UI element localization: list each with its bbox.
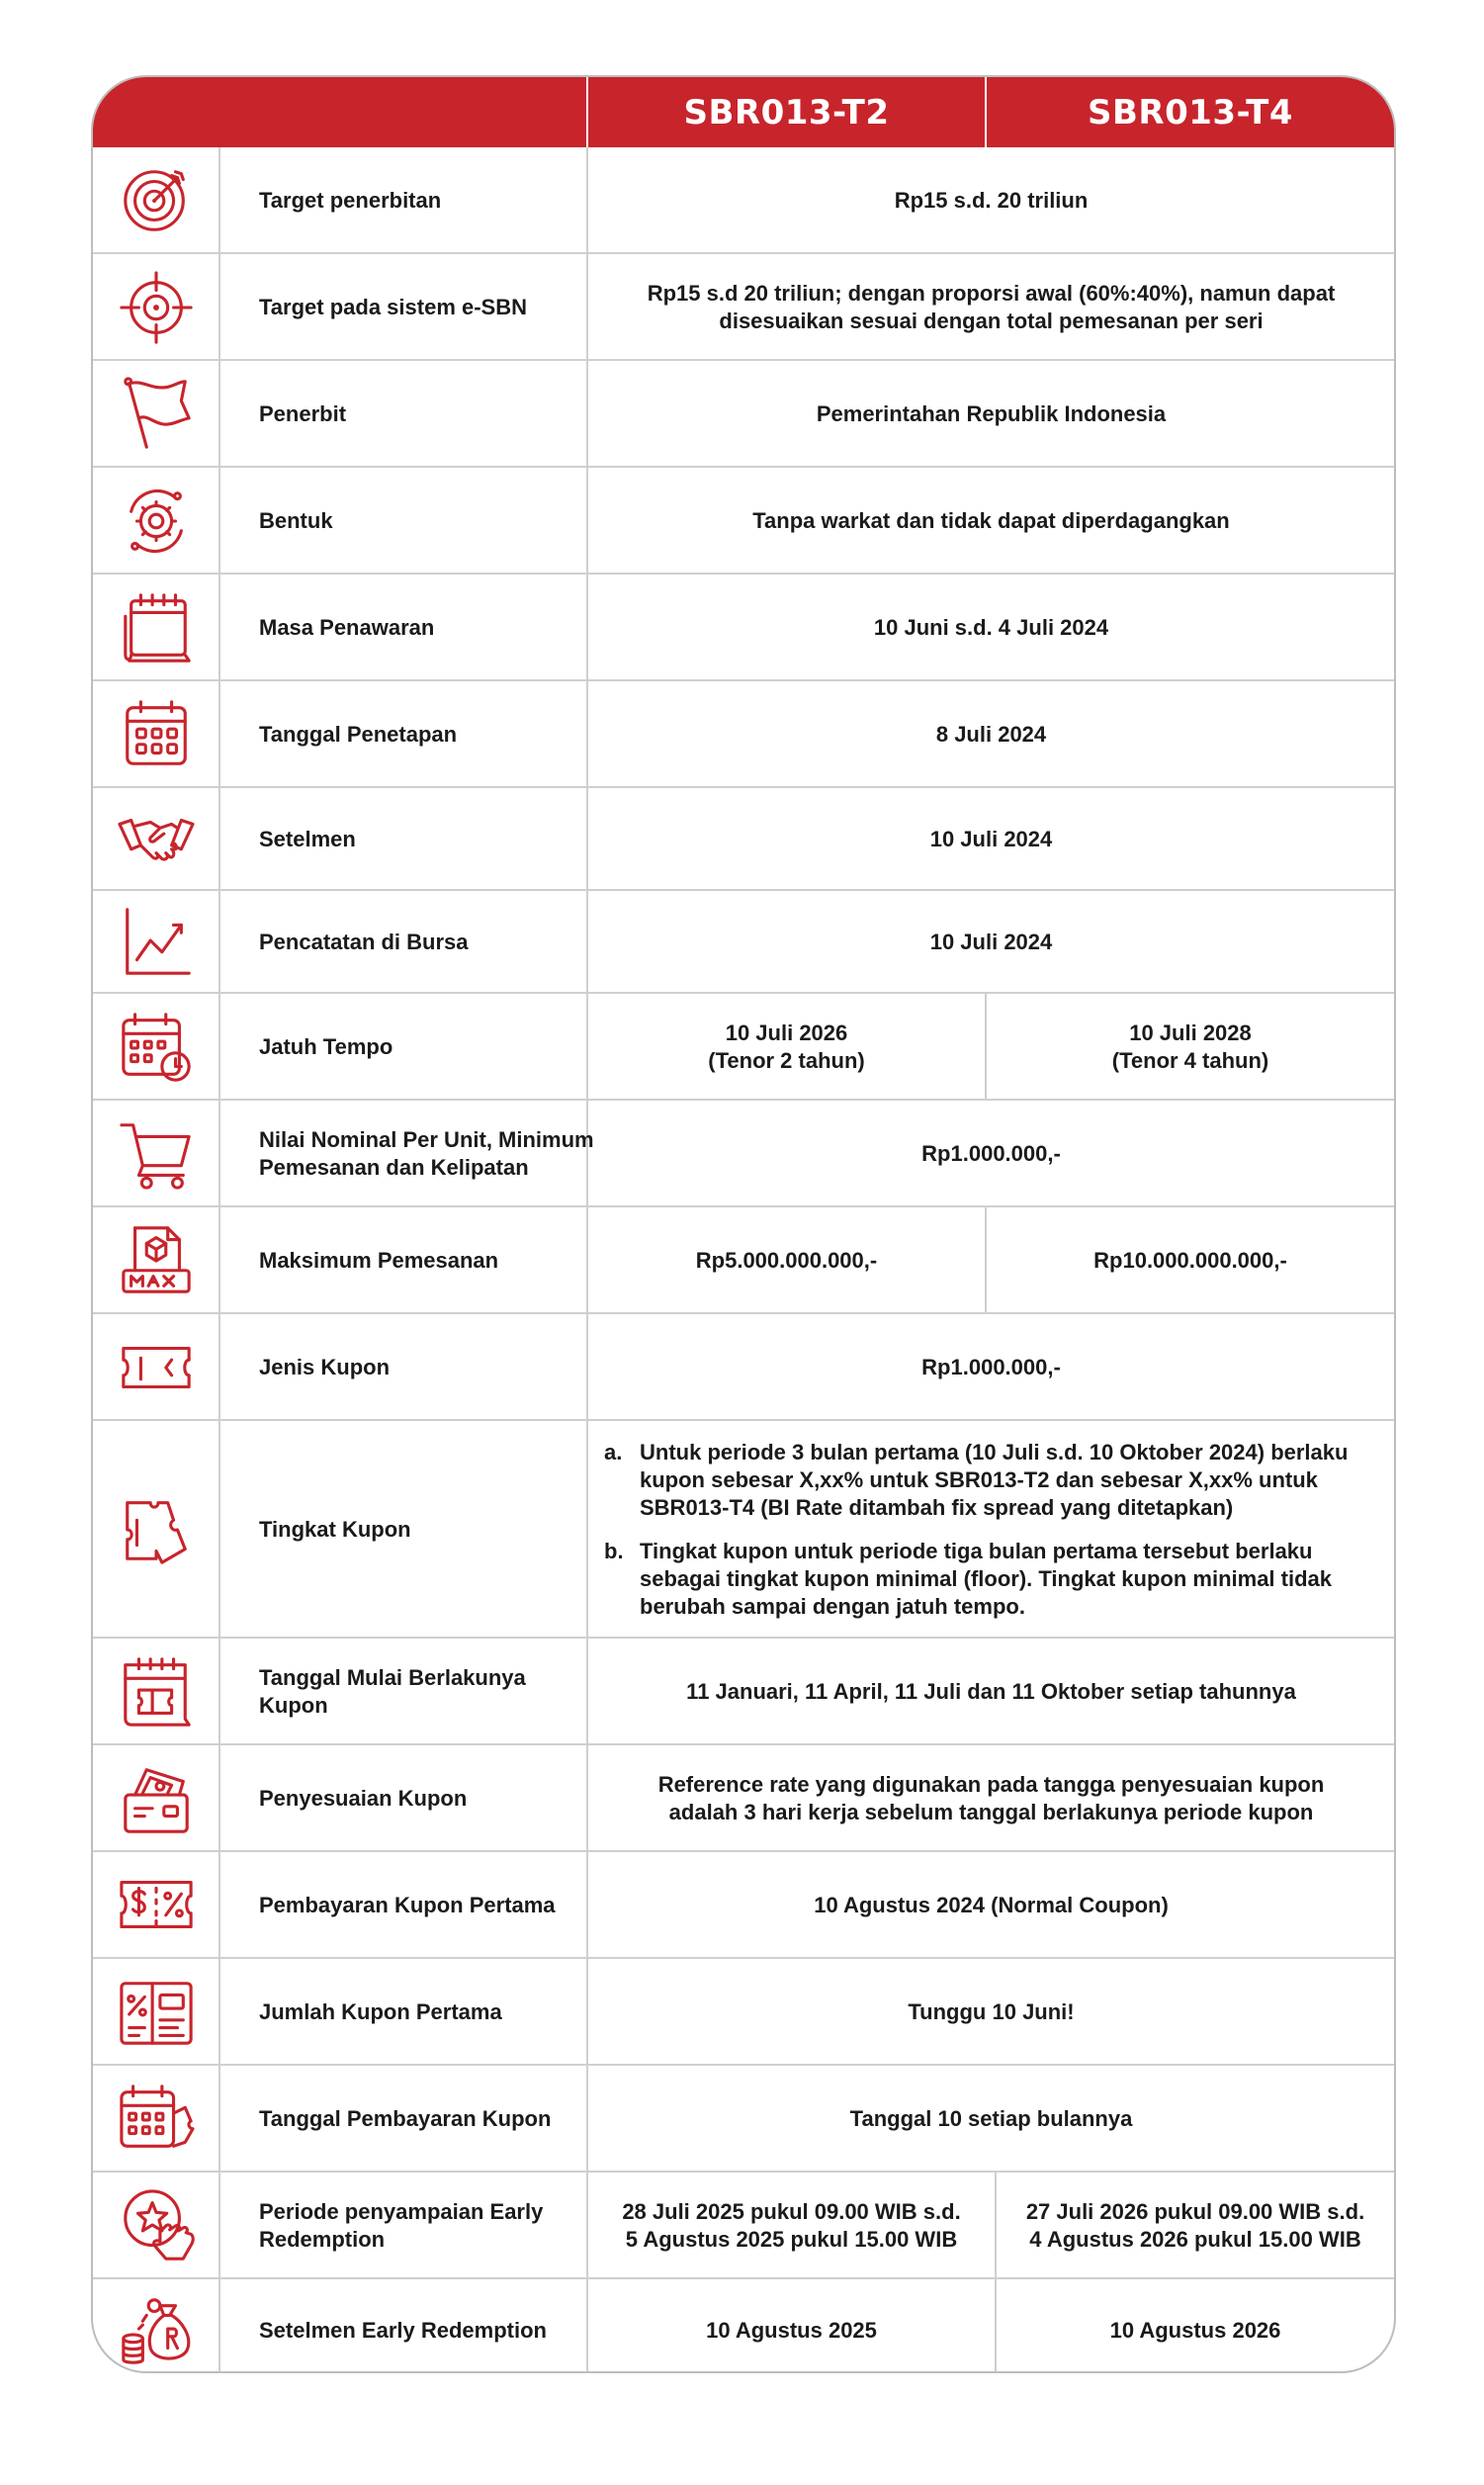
table-row bbox=[93, 1421, 1394, 1639]
table-row bbox=[93, 681, 1394, 788]
flag-icon bbox=[93, 361, 218, 468]
column-divider bbox=[218, 1639, 220, 1745]
row-label: Tingkat Kupon bbox=[259, 1517, 411, 1542]
table-row bbox=[93, 254, 1394, 361]
line-chart-icon bbox=[93, 891, 218, 994]
column-divider bbox=[218, 2173, 220, 2279]
column-divider bbox=[218, 1421, 220, 1639]
table-row bbox=[93, 891, 1394, 994]
row-label: Masa Penawaran bbox=[259, 615, 435, 640]
table-row bbox=[93, 575, 1394, 681]
table-row bbox=[93, 2173, 1394, 2279]
row-value: Rp15 s.d. 20 triliun bbox=[894, 188, 1089, 213]
calendar-clock-icon bbox=[93, 994, 218, 1101]
value-t4: Rp10.000.000.000,- bbox=[1093, 1248, 1287, 1273]
row-value: Reference rate yang digunakan pada tangga penyesuaian kupon adalah 3 hari kerja sebelum tanggal berlakunya periode kupon bbox=[657, 1772, 1325, 1824]
ticket-icon bbox=[93, 1314, 218, 1421]
column-divider bbox=[218, 575, 220, 681]
column-divider bbox=[218, 1745, 220, 1852]
row-label: Bentuk bbox=[259, 508, 333, 533]
value-t2: 10 Agustus 2025 bbox=[706, 2318, 877, 2343]
table-row bbox=[93, 1852, 1394, 1959]
row-value: Rp1.000.000,- bbox=[921, 1355, 1061, 1379]
row-label: Target pada sistem e-SBN bbox=[259, 295, 528, 319]
row-label: Tanggal Pembayaran Kupon bbox=[259, 2106, 552, 2131]
value-t2: Rp5.000.000.000,- bbox=[695, 1248, 878, 1273]
row-value: 8 Juli 2024 bbox=[935, 722, 1047, 747]
row-label: Tanggal Penetapan bbox=[259, 722, 458, 747]
money-wallet-icon bbox=[93, 1745, 218, 1852]
calendar-coupon-icon bbox=[93, 2066, 218, 2173]
list-marker: b. bbox=[604, 1539, 624, 1563]
shopping-cart-icon bbox=[93, 1101, 218, 1207]
row-value: 10 Juni s.d. 4 Juli 2024 bbox=[873, 615, 1109, 640]
table-header bbox=[93, 77, 1394, 147]
list-item bbox=[604, 1538, 1376, 1621]
table-row bbox=[93, 1745, 1394, 1852]
value-t4: 10 Agustus 2026 bbox=[1109, 2318, 1281, 2343]
row-label: Setelmen Early Redemption bbox=[259, 2318, 547, 2343]
table-row bbox=[93, 2279, 1394, 2373]
row-label: Jenis Kupon bbox=[259, 1355, 391, 1379]
info-table bbox=[91, 75, 1396, 2373]
row-label: Maksimum Pemesanan bbox=[259, 1248, 499, 1273]
calendar-ticket-icon bbox=[93, 1639, 218, 1745]
column-divider bbox=[218, 681, 220, 788]
table-row bbox=[93, 994, 1394, 1101]
row-value: Tanggal 10 setiap bulannya bbox=[849, 2106, 1133, 2131]
row-label: Setelmen bbox=[259, 827, 356, 851]
table-row bbox=[93, 1639, 1394, 1745]
row-label: Pencatatan di Bursa bbox=[259, 930, 469, 954]
row-label: Penyesuaian Kupon bbox=[259, 1786, 468, 1811]
column-divider bbox=[218, 147, 220, 254]
column-title-t2: SBR013-T2 bbox=[683, 92, 890, 133]
crosshair-icon bbox=[93, 254, 218, 361]
column-title-t4: SBR013-T4 bbox=[1087, 92, 1294, 133]
column-divider bbox=[218, 1101, 220, 1207]
table-row bbox=[93, 788, 1394, 891]
column-divider bbox=[218, 1207, 220, 1314]
dollar-percent-ticket-icon bbox=[93, 1852, 218, 1959]
row-value: Tanpa warkat dan tidak dapat diperdagangkan bbox=[752, 508, 1230, 533]
row-label: Tanggal Mulai Berlakunya Kupon bbox=[259, 1665, 526, 1718]
value-t4: 27 Juli 2026 pukul 09.00 WIB s.d. 4 Agustus 2026 pukul 15.00 WIB bbox=[1025, 2199, 1365, 2252]
column-divider bbox=[218, 361, 220, 468]
value-t4: 10 Juli 2028 (Tenor 4 tahun) bbox=[1111, 1021, 1269, 1073]
star-tap-icon bbox=[93, 2173, 218, 2279]
row-value bbox=[588, 1421, 1394, 1639]
table-row bbox=[93, 361, 1394, 468]
gear-cycle-icon bbox=[93, 468, 218, 575]
list-item bbox=[604, 1439, 1376, 1522]
column-divider bbox=[218, 1852, 220, 1959]
row-value: Rp1.000.000,- bbox=[921, 1141, 1061, 1166]
row-label: Target penerbitan bbox=[259, 188, 442, 213]
row-label: Penerbit bbox=[259, 401, 347, 426]
row-value: Pemerintahan Republik Indonesia bbox=[816, 401, 1167, 426]
column-divider bbox=[218, 254, 220, 361]
table-row bbox=[93, 1959, 1394, 2066]
column-divider bbox=[218, 468, 220, 575]
target-arrow-icon bbox=[93, 147, 218, 254]
torn-ticket-icon bbox=[93, 1421, 218, 1639]
row-value: Tunggu 10 Juni! bbox=[908, 1999, 1075, 2024]
row-value: 10 Juli 2024 bbox=[929, 930, 1053, 954]
row-value: Rp15 s.d 20 triliun; dengan proporsi awal (60%:40%), namun dapat disesuaikan sesuai dengan total pemesanan per seri bbox=[647, 281, 1336, 333]
coupon-list bbox=[604, 1439, 1376, 1621]
column-divider bbox=[218, 1314, 220, 1421]
column-divider bbox=[218, 891, 220, 994]
calendar-grid-icon bbox=[93, 681, 218, 788]
row-label: Periode penyampaian Early Redemption bbox=[259, 2199, 544, 2252]
list-text: Untuk periode 3 bulan pertama (10 Juli s.d. 10 Oktober 2024) berlaku kupon sebesar X,xx% untuk SBR013-T2 dan sebesar X,xx% untuk SBR013-T4 (BI Rate ditambah fix spread yang ditetapkan) bbox=[640, 1440, 1349, 1520]
max-box-icon bbox=[93, 1207, 218, 1314]
value-t2: 28 Juli 2025 pukul 09.00 WIB s.d. 5 Agustus 2025 pukul 15.00 WIB bbox=[622, 2199, 961, 2252]
table-row bbox=[93, 1101, 1394, 1207]
row-value: 10 Agustus 2024 (Normal Coupon) bbox=[814, 1893, 1169, 1917]
row-value: 10 Juli 2024 bbox=[929, 827, 1053, 851]
table-row bbox=[93, 468, 1394, 575]
row-label: Jumlah Kupon Pertama bbox=[259, 1999, 502, 2024]
row-label: Pembayaran Kupon Pertama bbox=[259, 1893, 556, 1917]
column-divider bbox=[218, 2066, 220, 2173]
column-divider bbox=[218, 788, 220, 891]
list-text: Tingkat kupon untuk periode tiga bulan pertama tersebut berlaku sebagai tingkat kupon minimal (floor). Tingkat kupon minimal tidak berubah sampai dengan jatuh tempo. bbox=[640, 1539, 1333, 1619]
column-divider bbox=[218, 2279, 220, 2373]
table-row bbox=[93, 1207, 1394, 1314]
row-value: 11 Januari, 11 April, 11 Juli dan 11 Oktober setiap tahunnya bbox=[686, 1679, 1296, 1704]
column-divider bbox=[218, 1959, 220, 2066]
money-bag-coins-icon bbox=[93, 2279, 218, 2373]
value-t2: 10 Juli 2026 (Tenor 2 tahun) bbox=[708, 1021, 865, 1073]
handshake-icon bbox=[93, 788, 218, 891]
table-row bbox=[93, 1314, 1394, 1421]
percent-voucher-icon bbox=[93, 1959, 218, 2066]
row-label: Jatuh Tempo bbox=[259, 1034, 393, 1059]
row-label: Nilai Nominal Per Unit, Minimum Pemesanan dan Kelipatan bbox=[259, 1127, 594, 1180]
column-divider bbox=[218, 994, 220, 1101]
table-row bbox=[93, 2066, 1394, 2173]
list-marker: a. bbox=[604, 1440, 623, 1464]
calendar-page-icon bbox=[93, 575, 218, 681]
table-row bbox=[93, 147, 1394, 254]
